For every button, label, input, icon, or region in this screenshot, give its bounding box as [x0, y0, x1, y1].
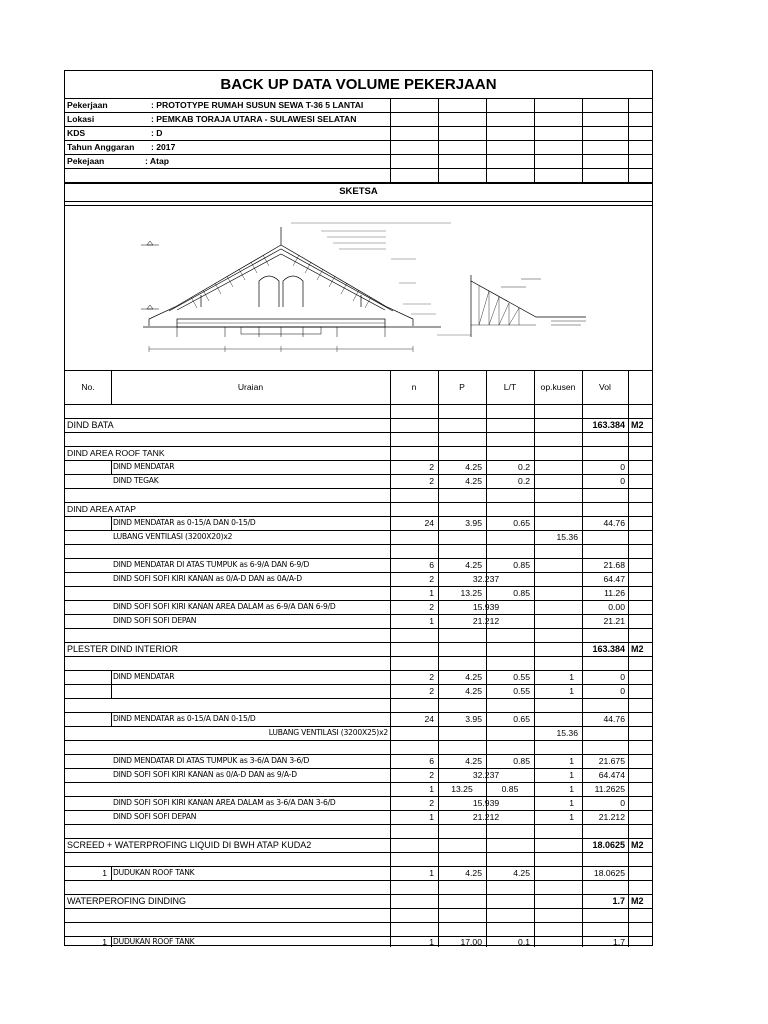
info-value: : PEMKAB TORAJA UTARA - SULAWESI SELATAN: [151, 114, 357, 124]
row-n: 2: [429, 574, 434, 584]
grid-line: [65, 404, 652, 405]
row-p: 4.25: [465, 476, 482, 486]
grid-line: [628, 98, 629, 182]
section-screed: SCREED + WATERPROFING LIQUID DI BWH ATAP KUDA2: [67, 840, 312, 850]
grid-line: [65, 201, 652, 202]
section-unit: M2: [631, 896, 644, 906]
row-uraian: DUDUKAN ROOF TANK: [113, 937, 195, 946]
row-vol: 64.474: [598, 770, 625, 780]
row-uraian: DIND MENDATAR DI ATAS TUMPUK as 3-6/A DAN 3-6/D: [113, 756, 310, 765]
grid-line: [65, 880, 652, 881]
grid-line: [111, 936, 112, 947]
info-label: Tahun Anggaran: [67, 142, 135, 152]
row-lt: 0.85: [513, 588, 530, 598]
row-n: 24: [424, 518, 434, 528]
section-unit: M2: [631, 420, 644, 430]
row-vol: 0: [620, 462, 625, 472]
section-waterproofing: WATERPEROFING DINDING: [67, 896, 186, 906]
grid-line: [65, 370, 652, 371]
grid-line: [65, 112, 652, 113]
row-p: 4.25: [465, 686, 482, 696]
row-n: 1: [429, 812, 434, 822]
row-opkusen: 1: [569, 798, 574, 808]
section-vol: 18.0625: [592, 840, 625, 850]
grid-line: [438, 98, 439, 182]
grid-line: [65, 726, 652, 727]
grid-line: [486, 370, 487, 947]
grid-line: [65, 183, 652, 184]
section-area-atap: DIND AREA ATAP: [67, 504, 136, 514]
row-lt: 0.55: [513, 686, 530, 696]
row-lt: 0.55: [513, 672, 530, 682]
row-lt: 0.2: [518, 476, 530, 486]
row-p: 17.00: [460, 937, 482, 947]
grid-line: [65, 502, 652, 503]
row-vol: 21.68: [603, 560, 625, 570]
grid-line: [65, 140, 652, 141]
row-p: 4.25: [465, 868, 482, 878]
row-opkusen: 1: [569, 686, 574, 696]
col-no-header: No.: [81, 382, 95, 392]
row-vol: 0: [620, 686, 625, 696]
row-uraian: DIND MENDATAR as 0-15/A DAN 0-15/D: [113, 714, 256, 723]
grid-line: [65, 796, 652, 797]
row-uraian: DIND MENDATAR: [113, 672, 175, 681]
row-uraian: DIND SOFI SOFI KIRI KANAN AREA DALAM as 6-9/A DAN 6-9/D: [113, 602, 336, 611]
section-unit: M2: [631, 840, 644, 850]
sheet-title: BACK UP DATA VOLUME PEKERJAAN: [220, 76, 497, 93]
row-no: 1: [102, 868, 107, 878]
row-vol: 21.675: [598, 756, 625, 766]
grid-line: [65, 614, 652, 615]
row-lt: 0.65: [513, 714, 530, 724]
row-p: 4.25: [465, 756, 482, 766]
grid-line: [65, 642, 652, 643]
grid-line: [65, 894, 652, 895]
row-n: 1: [429, 588, 434, 598]
title-divider: [65, 98, 652, 99]
row-p: 4.25: [465, 560, 482, 570]
grid-line: [582, 370, 583, 947]
row-opkusen: 15.36: [556, 532, 578, 542]
row-n: 1: [429, 616, 434, 626]
grid-line: [65, 572, 652, 573]
row-vol: 11.2625: [594, 784, 625, 794]
grid-line: [65, 558, 652, 559]
grid-line: [65, 670, 652, 671]
row-n: 2: [429, 672, 434, 682]
grid-line: [65, 460, 652, 461]
grid-line: [65, 698, 652, 699]
grid-line: [65, 684, 652, 685]
row-n: 1: [429, 784, 434, 794]
row-vol: 0: [620, 798, 625, 808]
grid-line: [390, 370, 391, 947]
section-dind-bata: DIND BATA: [67, 420, 114, 430]
row-vol: 18.0625: [593, 868, 625, 878]
grid-line: [65, 782, 652, 783]
row-p: 21.212: [472, 616, 500, 626]
row-uraian: DIND MENDATAR as 0-15/A DAN 0-15/D: [113, 518, 256, 527]
grid-line: [65, 866, 652, 867]
row-no: 1: [102, 937, 107, 947]
row-p: 32.237: [472, 574, 500, 584]
grid-line: [65, 586, 652, 587]
grid-line: [65, 418, 652, 419]
grid-line: [534, 98, 535, 182]
roof-section-sketch: [141, 209, 601, 359]
col-p-header: P: [459, 382, 465, 392]
grid-line: [628, 370, 629, 947]
grid-line: [65, 768, 652, 769]
row-uraian: DIND SOFI SOFI DEPAN: [113, 616, 197, 625]
row-vol: 0: [620, 672, 625, 682]
info-label: KDS: [67, 128, 86, 138]
row-n: 2: [429, 770, 434, 780]
row-uraian: DIND SOFI SOFI KIRI KANAN as 0/A-D DAN as 0A/A-D: [113, 574, 302, 583]
row-uraian: DIND SOFI SOFI DEPAN: [113, 812, 197, 821]
row-p: 15.939: [472, 798, 500, 808]
row-vol: 1.7: [613, 937, 625, 947]
grid-line: [65, 600, 652, 601]
section-vol: 163.384: [592, 420, 625, 430]
col-n-header: n: [411, 382, 417, 392]
row-n: 24: [424, 714, 434, 724]
row-lt: 0.2: [518, 462, 530, 472]
row-lt: 0.65: [513, 518, 530, 528]
section-roof-tank: DIND AREA ROOF TANK: [67, 448, 165, 458]
row-opkusen: 1: [569, 812, 574, 822]
grid-line: [65, 530, 652, 531]
row-lt: 4.25: [513, 868, 530, 878]
row-uraian: LUBANG VENTILASI (3200X25)x2: [268, 728, 388, 737]
row-uraian: LUBANG VENTILASI (3200X20)x2: [113, 532, 233, 541]
grid-line: [111, 712, 112, 726]
grid-line: [65, 432, 652, 433]
info-value: : PROTOTYPE RUMAH SUSUN SEWA T-36 5 LANTAI: [151, 100, 364, 110]
grid-line: [111, 516, 112, 530]
grid-line: [438, 370, 439, 947]
col-opkusen-header: op.kusen: [540, 382, 576, 392]
info-value: : 2017: [151, 142, 176, 152]
grid-line: [65, 474, 652, 475]
col-lt-header: L/T: [503, 382, 517, 392]
section-unit: M2: [631, 644, 644, 654]
col-vol-header: Vol: [599, 382, 611, 392]
volume-sheet: [64, 70, 653, 946]
row-vol: 0: [620, 476, 625, 486]
grid-line: [65, 516, 652, 517]
row-n: 2: [429, 798, 434, 808]
sketch-title: SKETSA: [339, 186, 378, 197]
grid-line: [486, 98, 487, 182]
grid-line: [65, 544, 652, 545]
row-p: 3.95: [465, 518, 482, 528]
grid-line: [582, 98, 583, 182]
grid-line: [111, 460, 112, 474]
grid-line: [65, 922, 652, 923]
row-lt: 0.85: [501, 784, 519, 794]
section-vol: 163.384: [592, 644, 625, 654]
row-n: 2: [429, 462, 434, 472]
row-lt: 0.1: [518, 937, 530, 947]
row-vol: 21.21: [603, 616, 625, 626]
row-vol: 21.212: [598, 812, 625, 822]
row-lt: 0.85: [513, 560, 530, 570]
info-value: : Atap: [145, 156, 170, 166]
row-vol: 44.76: [603, 714, 625, 724]
grid-line: [65, 168, 652, 169]
grid-line: [65, 810, 652, 811]
row-n: 2: [429, 476, 434, 486]
grid-line: [65, 154, 652, 155]
grid-line: [111, 866, 112, 880]
grid-line: [65, 852, 652, 853]
grid-line: [65, 908, 652, 909]
grid-line: [65, 754, 652, 755]
row-opkusen: 15.36: [556, 728, 578, 738]
row-uraian: DIND TEGAK: [113, 476, 159, 485]
row-p: 13.25: [460, 588, 482, 598]
row-opkusen: 1: [569, 756, 574, 766]
row-p: 3.95: [465, 714, 482, 724]
row-lt: 0.85: [513, 756, 530, 766]
row-p: 21.212: [472, 812, 500, 822]
grid-line: [65, 628, 652, 629]
row-uraian: DIND MENDATAR: [113, 462, 175, 471]
row-uraian: DIND MENDATAR DI ATAS TUMPUK as 6-9/A DAN 6-9/D: [113, 560, 310, 569]
row-uraian: DIND SOFI SOFI KIRI KANAN AREA DALAM as 3-6/A DAN 3-6/D: [113, 798, 336, 807]
row-vol: 0.00: [608, 602, 625, 612]
info-label: Pekerjaan: [67, 100, 108, 110]
grid-line: [390, 98, 391, 182]
row-n: 6: [429, 560, 434, 570]
grid-line: [65, 205, 652, 206]
row-p: 4.25: [465, 672, 482, 682]
row-n: 2: [429, 602, 434, 612]
grid-line: [534, 370, 535, 947]
grid-line: [65, 656, 652, 657]
grid-line: [65, 712, 652, 713]
grid-line: [65, 824, 652, 825]
row-opkusen: 1: [569, 784, 574, 794]
row-n: 6: [429, 756, 434, 766]
grid-line: [65, 446, 652, 447]
row-uraian: DUDUKAN ROOF TANK: [113, 868, 195, 877]
section-vol: 1.7: [612, 896, 625, 906]
row-opkusen: 1: [569, 672, 574, 682]
grid-line: [65, 488, 652, 489]
grid-line: [65, 126, 652, 127]
grid-line: [65, 740, 652, 741]
row-n: 2: [429, 686, 434, 696]
row-p: 4.25: [465, 462, 482, 472]
row-p: 32.237: [472, 770, 500, 780]
row-vol: 64.47: [603, 574, 625, 584]
row-p: 13.25: [451, 784, 473, 794]
grid-line: [65, 838, 652, 839]
row-opkusen: 1: [569, 770, 574, 780]
row-n: 1: [429, 868, 434, 878]
row-uraian: DIND SOFI SOFI KIRI KANAN as 0/A-D DAN as 9/A-D: [113, 770, 297, 779]
info-label: Lokasi: [67, 114, 95, 124]
info-label: Pekejaan: [67, 156, 105, 166]
row-vol: 11.26: [604, 588, 625, 598]
row-p: 15.939: [472, 602, 500, 612]
col-uraian-header: Uraian: [237, 382, 264, 392]
row-vol: 44.76: [603, 518, 625, 528]
info-value: : D: [151, 128, 163, 138]
section-plester: PLESTER DIND INTERIOR: [67, 644, 179, 654]
row-n: 1: [429, 937, 434, 947]
